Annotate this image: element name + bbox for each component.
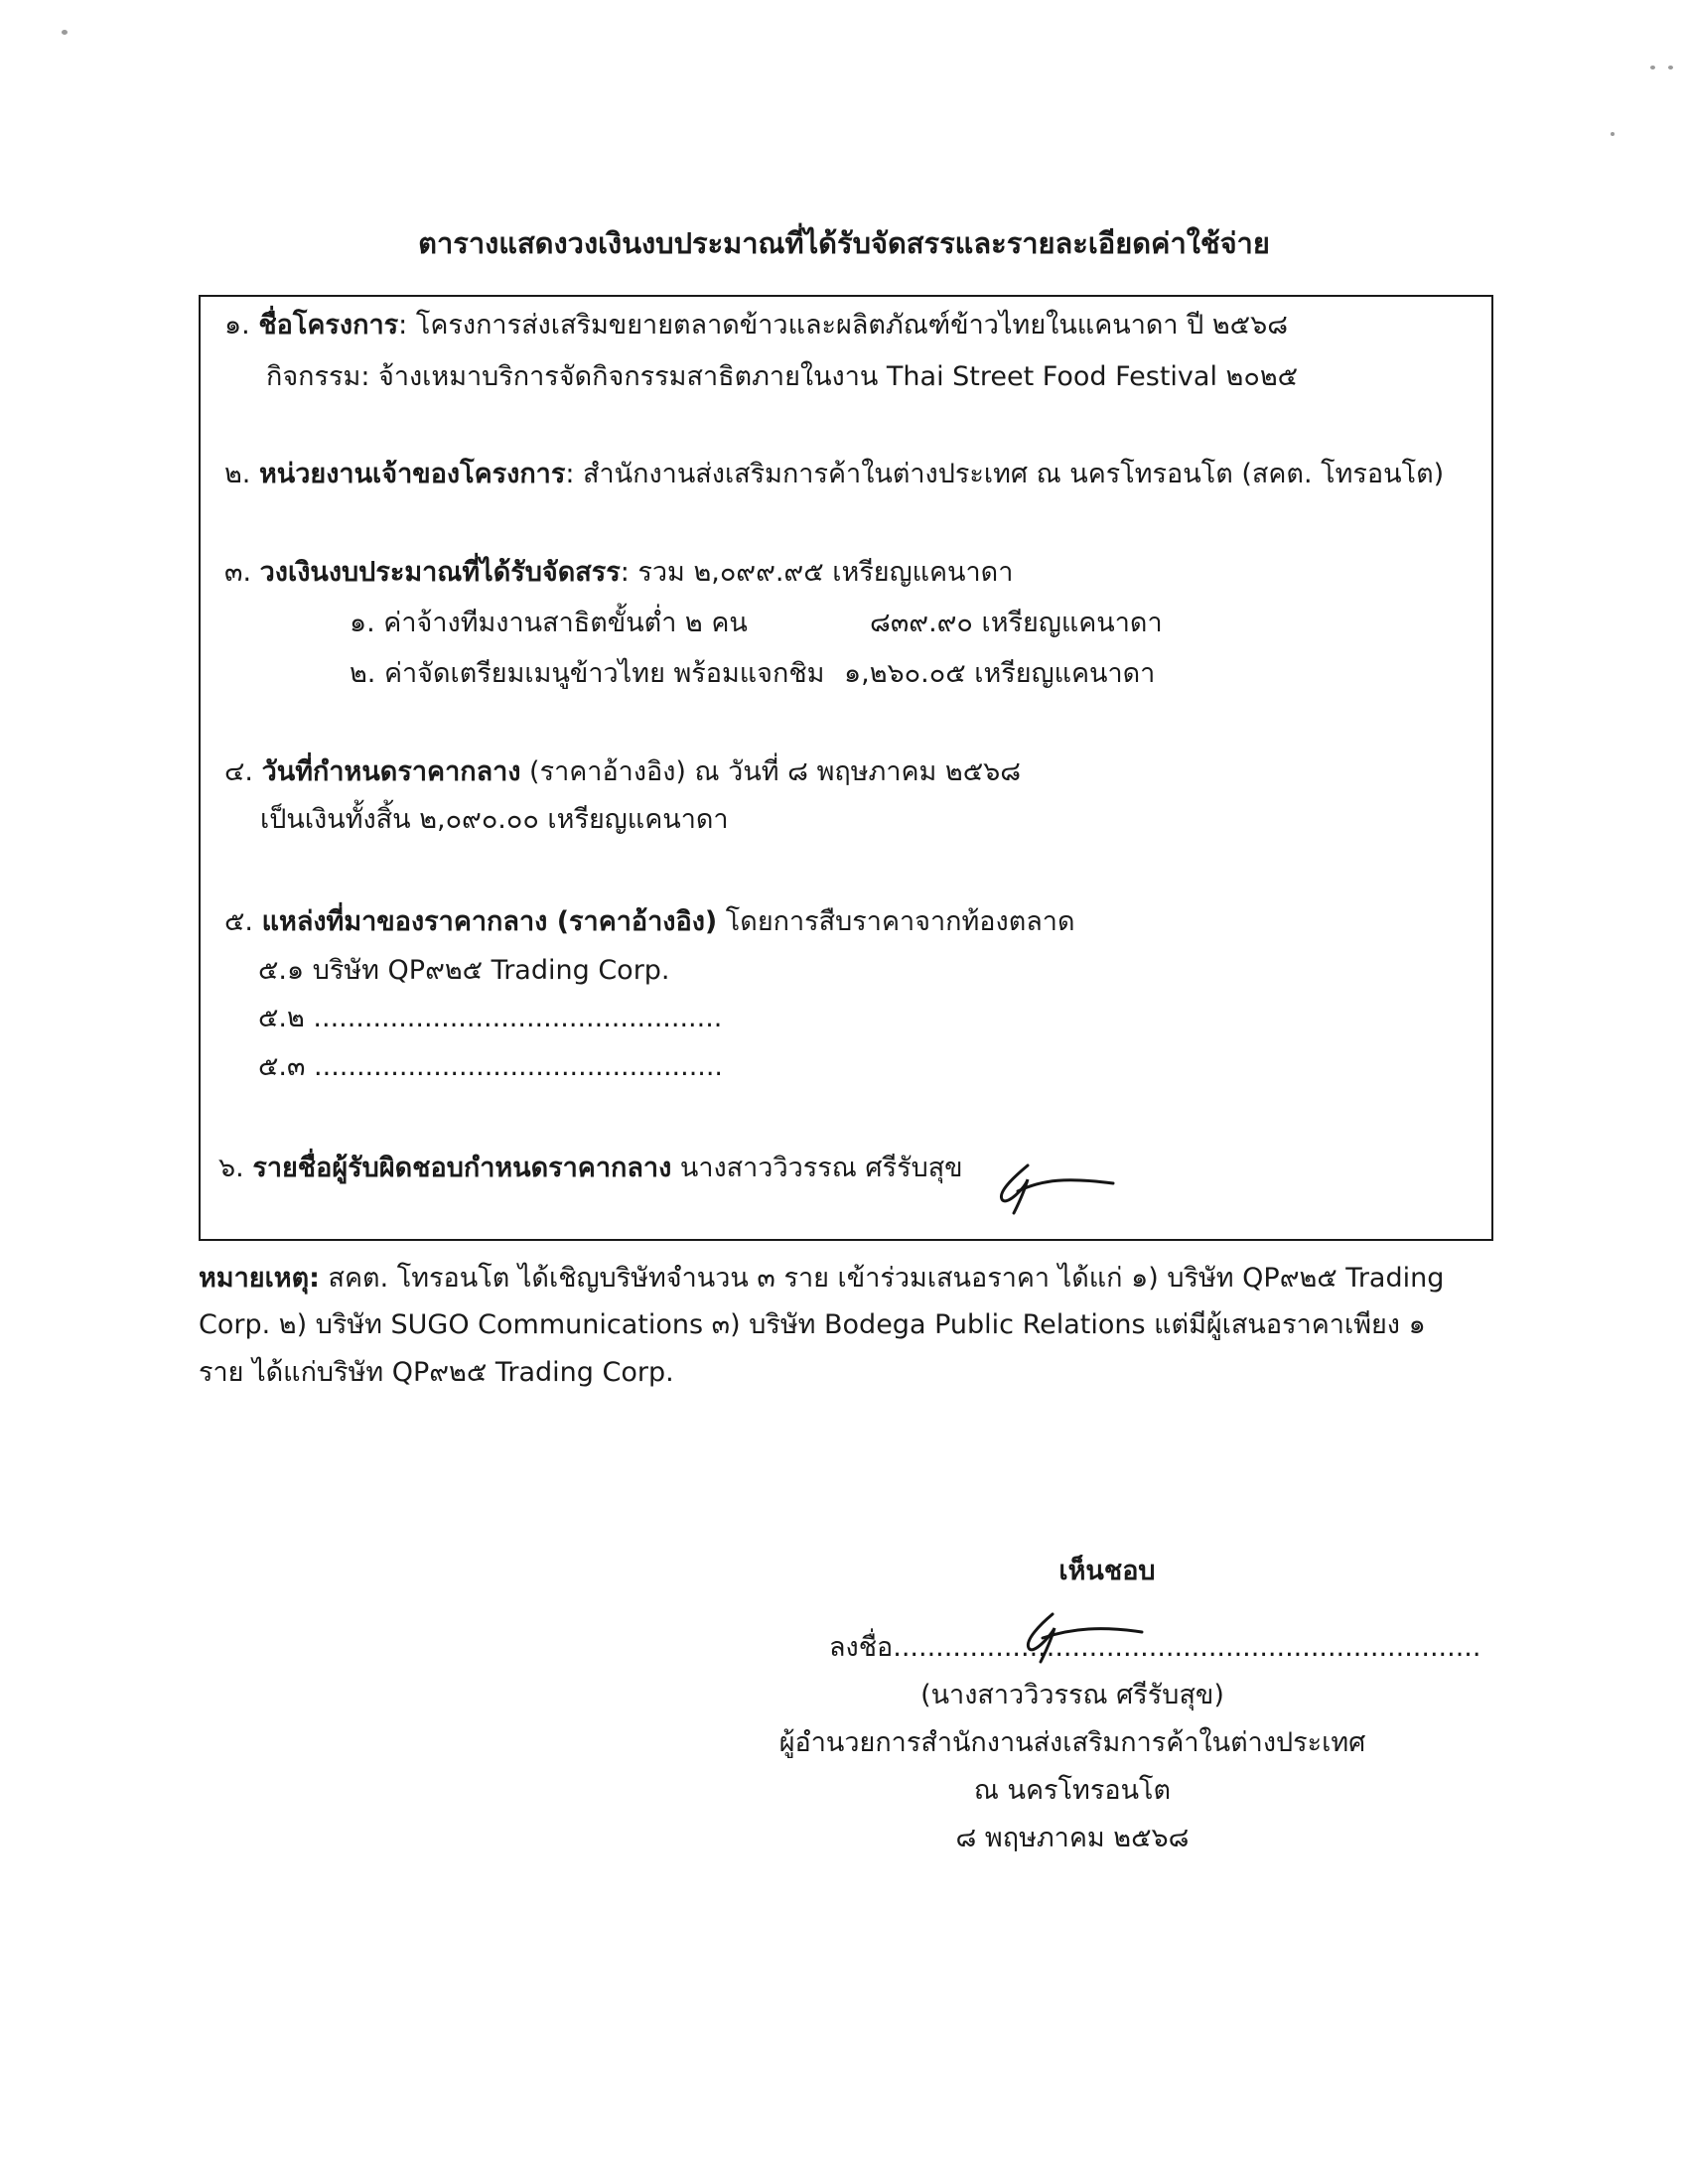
section-6-line bbox=[218, 1146, 963, 1188]
price-source-1: ๕.๑ บริษัท QP๙๒๕ Trading Corp. bbox=[258, 955, 670, 986]
section-6-text: นางสาววิวรรณ ศรีรับสุข bbox=[671, 1153, 963, 1183]
price-source-2: ๕.๒ ................................................ bbox=[258, 1003, 723, 1033]
section-3-label: วงเงินงบประมาณที่ได้รับจัดสรร bbox=[259, 557, 621, 588]
approval-signature bbox=[1003, 1604, 1152, 1674]
document-title: ตารางแสดงวงเงินงบประมาณที่ได้รับจัดสรรและรายละเอียดค่าใช้จ่าย bbox=[418, 226, 1270, 260]
section-5-text: โดยการสืบราคาจากท้องตลาด bbox=[717, 906, 1075, 937]
note-line-2: Corp. ๒) บริษัท SUGO Communications ๓) บริษัท Bodega Public Relations แต่มีผู้เสนอราคาเพียง ๑ bbox=[199, 1309, 1426, 1340]
section-4-text: (ราคาอ้างอิง) ณ วันที่ ๘ พฤษภาคม ๒๕๖๘ bbox=[520, 756, 1022, 787]
budget-item-2-desc: ๒. ค่าจัดเตรียมเมนูข้าวไทย พร้อมแจกชิม bbox=[350, 658, 825, 689]
section-4-line bbox=[224, 750, 1021, 792]
section-1-label: ชื่อโครงการ bbox=[258, 310, 399, 341]
section-1-text: : โครงการส่งเสริมขยายตลาดข้าวและผลิตภัณฑ์ข้าวไทยในแคนาดา ปี ๒๕๖๘ bbox=[398, 310, 1289, 341]
approval-sign-line: ลงชื่อ..................................................................... bbox=[829, 1632, 1481, 1663]
section-4-label: วันที่กำหนดราคากลาง bbox=[261, 756, 521, 787]
price-source-3: ๕.๓ ................................................ bbox=[258, 1051, 724, 1082]
budget-item-1-desc: ๑. ค่าจ้างทีมงานสาธิตขั้นต่ำ ๒ คน bbox=[350, 608, 748, 638]
section-6-label: รายชื่อผู้รับผิดชอบกำหนดราคากลาง bbox=[252, 1153, 672, 1183]
section-2-number: ๒. bbox=[224, 459, 251, 489]
section-2-text: : สำนักงานส่งเสริมการค้าในต่างประเทศ ณ นครโทรอนโต (สคต. โทรอนโต) bbox=[565, 459, 1445, 489]
budget-item-1-amount: ๘๓๙.๙๐ เหรียญแคนาดา bbox=[870, 608, 1163, 638]
scan-speck bbox=[1650, 66, 1655, 69]
section-6-number: ๖. bbox=[218, 1153, 244, 1183]
approver-location: ณ นครโทรอนโต bbox=[973, 1775, 1172, 1806]
section-1-activity: กิจกรรม: จ้างเหมาบริการจัดกิจกรรมสาธิตภายในงาน Thai Street Food Festival ๒๐๒๕ bbox=[266, 361, 1299, 392]
note-line-1 bbox=[199, 1256, 1444, 1298]
approval-date: ๘ พฤษภาคม ๒๕๖๘ bbox=[955, 1823, 1190, 1853]
note-label: หมายเหตุ: bbox=[199, 1263, 320, 1294]
section-3-line bbox=[224, 550, 1013, 593]
section-1-number: ๑. bbox=[224, 310, 250, 341]
section-5-line bbox=[224, 899, 1074, 942]
note-line-3: ราย ได้แก่บริษัท QP๙๒๕ Trading Corp. bbox=[199, 1357, 674, 1388]
scan-speck bbox=[1611, 132, 1615, 136]
scan-speck bbox=[1668, 66, 1673, 69]
section-2-line bbox=[224, 452, 1444, 494]
budget-item-2-amount: ๑,๒๖๐.๐๕ เหรียญแคนาดา bbox=[844, 658, 1156, 689]
section-4-total: เป็นเงินทั้งสิ้น ๒,๐๙๐.๐๐ เหรียญแคนาดา bbox=[260, 804, 729, 835]
section-1-line bbox=[224, 303, 1288, 345]
approver-name: (นางสาววิวรรณ ศรีรับสุข) bbox=[920, 1680, 1224, 1710]
section-3-text: : รวม ๒,๐๙๙.๙๕ เหรียญแคนาดา bbox=[620, 557, 1014, 588]
section-5-number: ๕. bbox=[224, 906, 254, 937]
approval-heading: เห็นชอบ bbox=[1058, 1556, 1156, 1586]
section-2-label: หน่วยงานเจ้าของโครงการ bbox=[258, 459, 566, 489]
section-4-number: ๔. bbox=[224, 756, 254, 787]
approver-position: ผู้อำนวยการสำนักงานส่งเสริมการค้าในต่างประเทศ bbox=[778, 1727, 1366, 1758]
scan-speck bbox=[62, 30, 68, 35]
responsible-signature bbox=[988, 1154, 1117, 1223]
section-3-number: ๓. bbox=[224, 557, 252, 588]
note-text-1: สคต. โทรอนโต ได้เชิญบริษัทจำนวน ๓ ราย เข้าร่วมเสนอราคา ได้แก่ ๑) บริษัท QP๙๒๕ Trading bbox=[319, 1263, 1445, 1294]
section-5-label: แหล่งที่มาของราคากลาง (ราคาอ้างอิง) bbox=[261, 906, 718, 937]
